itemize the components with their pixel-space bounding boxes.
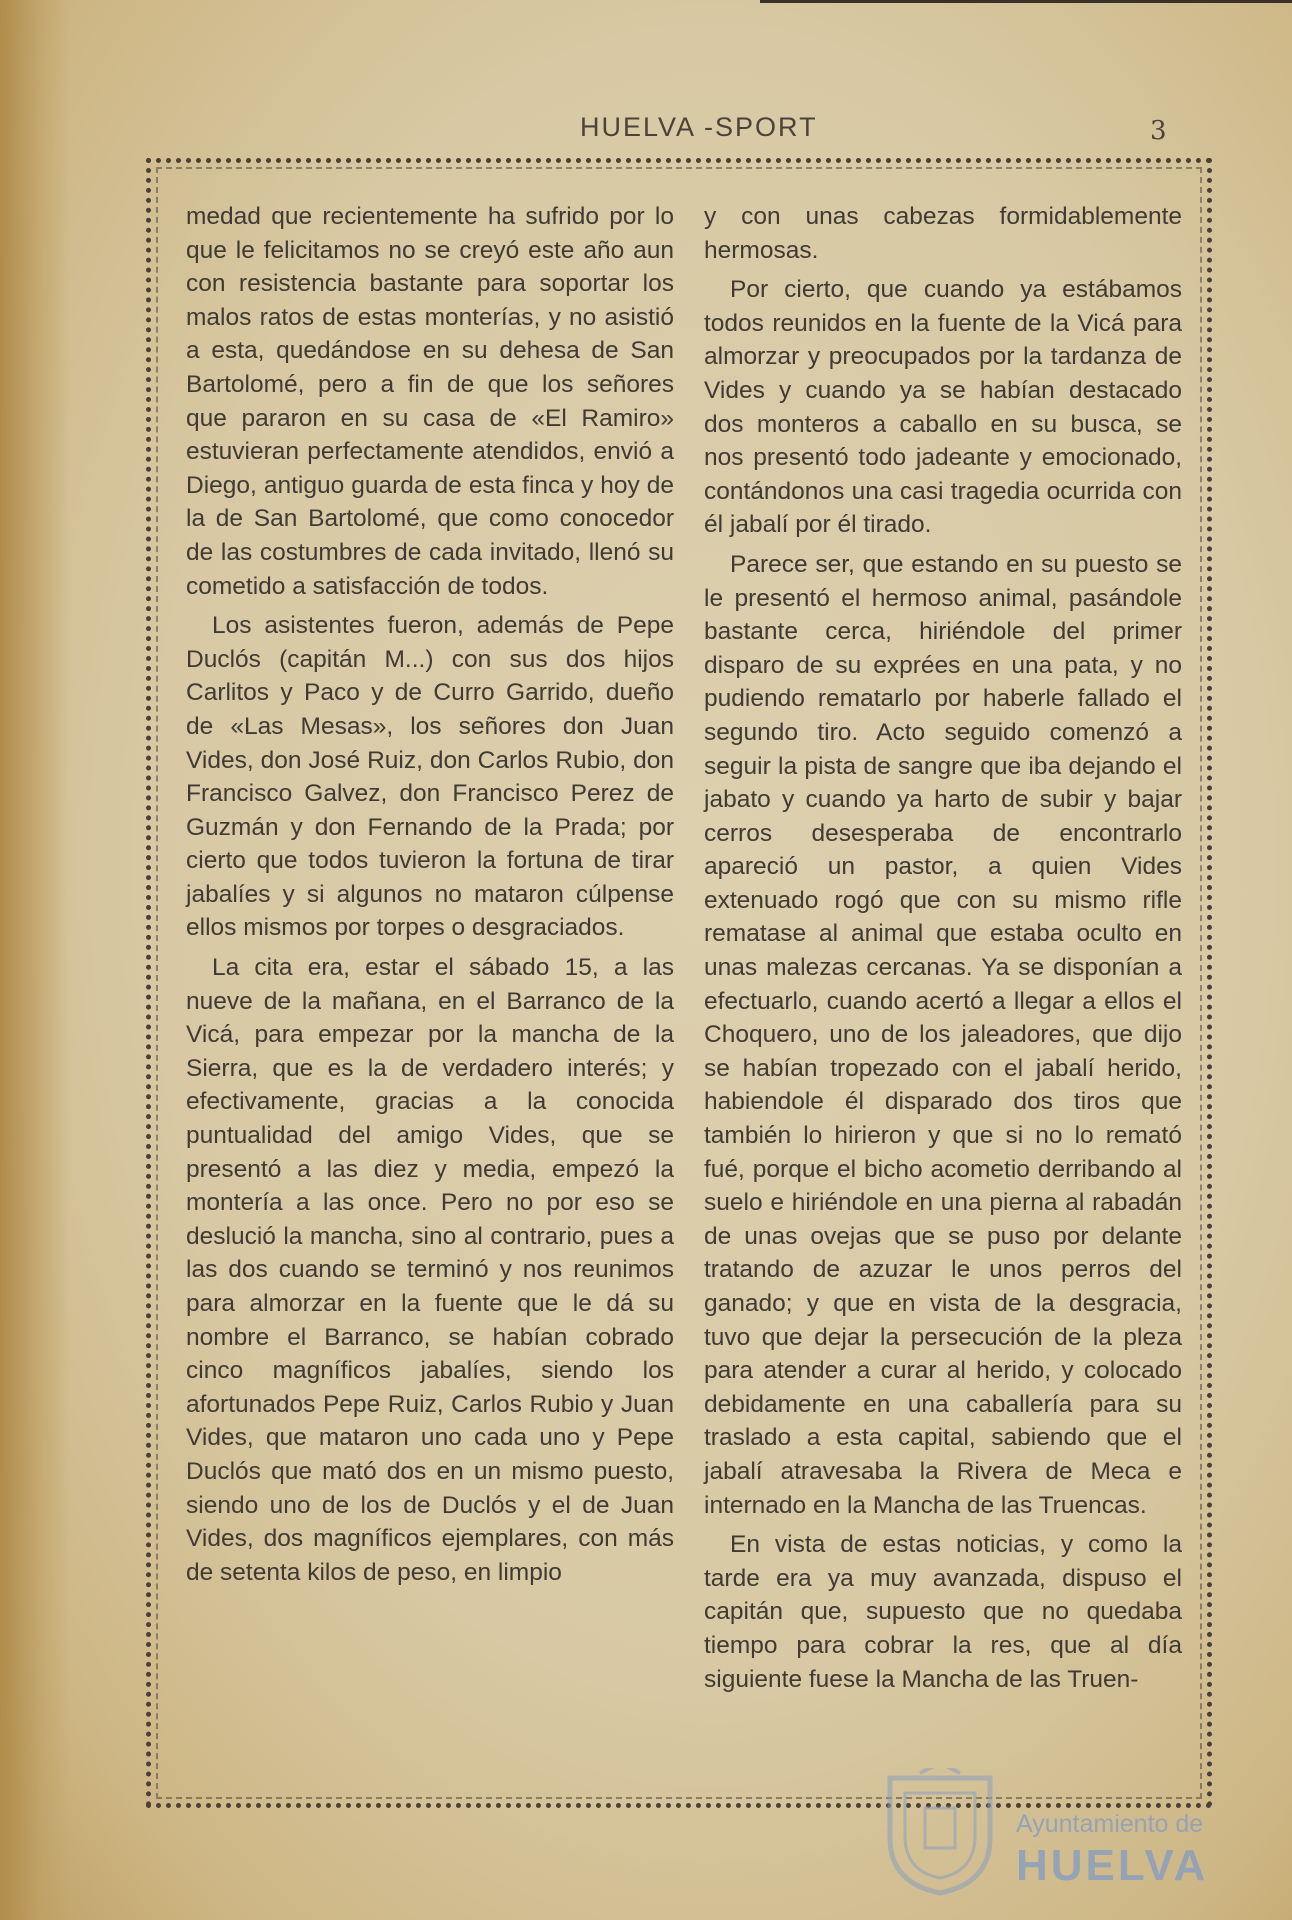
paragraph: y con unas cabezas formidablemente hermosas.: [704, 203, 1182, 264]
paragraph: La cita era, estar el sábado 15, a las nueve de la mañana, en el Barranco de la Vicá, para empezar por la mancha de la Sierra, que es la de verdadero interés; y efectivamente, gracias a la conocida puntualidad del amigo Vides, que se presentó a las diez y media, empezó la montería a las once. Pero no por eso se deslució la mancha, sino al contrario, pues a las dos cuando se terminó y nos reunimos para almorzar en la fuente que le dá su nombre el Barranco, se habían cobrado cinco magníficos jabalíes, siendo los afortunados Pepe Ruiz, Carlos Rubio y Juan Vides, que mataron uno cada uno y Pepe Duclós que mató dos en un mismo puesto, siendo uno de los de Duclós y el de Juan Vides, dos magníficos ejemplares, con más de setenta kilos de peso, en limpio: [186, 954, 674, 1586]
page-edge-stain: [0, 0, 70, 1920]
page-number: 3: [1150, 116, 1167, 146]
left-text-column: [186, 200, 674, 1595]
paragraph: medad que recientemente ha sufrido por lo que le felicitamos no se creyó este año aun con resistencia bastante para soportar los malos ratos de estas monterías, y no asistió a esta, quedándose en su dehesa de San Bartolomé, pero a fin de que los señores que pararon en su casa de «El Ramiro» estuvieran perfectamente atendidos, envió a Diego, antiguo guarda de esta finca y hoy de la de San Bartolomé, que como conocedor de las costumbres de cada invitado, llenó su cometido a satisfacción de todos.: [186, 203, 674, 600]
watermark-line-1: Ayuntamiento de: [1016, 1810, 1204, 1838]
paragraph: Por cierto, que cuando ya estábamos todos reunidos en la fuente de la Vicá para almorzar y preocupados por la tardanza de Vides y cuando ya se habían destacado dos monteros a caballo en su busca, se nos presentó todo jadeante y emocionado, contándonos una casi tragedia ocurrida con él jabalí por él tirado.: [704, 276, 1182, 539]
watermark-text: [1016, 1810, 1208, 1891]
running-header-title: HUELVA -SPORT: [580, 112, 818, 142]
paragraph: Parece ser, que estando en su puesto se le presentó el hermoso animal, pasándole bastante cerca, hiriéndole del primer disparo de su exprées en una pata, y no pudiendo rematarlo por haberle fallado el segundo tiro. Acto seguido comenzó a seguir la pista de sangre que iba dejando el jabato y cuando ya harto de subir y bajar cerros desesperaba de encontrarlo apareció un pastor, a quien Vides extenuado rogó que con su mismo rifle rematase al animal que estaba oculto en unas malezas cercanas. Ya se disponían a efectuarlo, cuando acertó a llegar a ellos el Choquero, uno de los jaleadores, que dijo se habían tropezado con el jabalí herido, habiendole él disparado dos tiros que también lo hirieron y que si no lo remató fué, porque el bicho acometio derribando al suelo e hiriéndole en una pierna al rabadán de unas ovejas que se puso por delante tratando de azuzar le unos perros del ganado; y que en vista de la desgracia, tuvo que dejar la persecución de la pleza para atender a curar al herido, y colocado debidamente en una caballería para su traslado a esta capital, sabiendo que el jabalí atravesaba la Rivera de Meca e internado en la Mancha de las Truencas.: [704, 550, 1182, 1519]
paragraph: En vista de estas noticias, y como la tarde era ya muy avanzada, dispuso el capitán que, supuesto que no quedaba tiempo para cobrar la res, que al día siguiente fuese la Mancha de las Truen-: [704, 1531, 1182, 1693]
page-top-edge: [760, 0, 1292, 3]
right-text-column: [704, 200, 1182, 1702]
paragraph: Los asistentes fueron, además de Pepe Duclós (capitán M...) con sus dos hijos Carlitos y Paco y de Curro Garrido, dueño de «Las Mesas», los señores don Juan Vides, don José Ruiz, don Carlos Rubio, don Francisco Galvez, don Francisco Perez de Guzmán y don Fernando de la Prada; por cierto que todos tuvieron la fortuna de tirar jabalíes y si algunos no mataron cúlpense ellos mismos por torpes o desgraciados.: [186, 612, 674, 942]
watermark-line-2: HUELVA: [1016, 1841, 1209, 1890]
